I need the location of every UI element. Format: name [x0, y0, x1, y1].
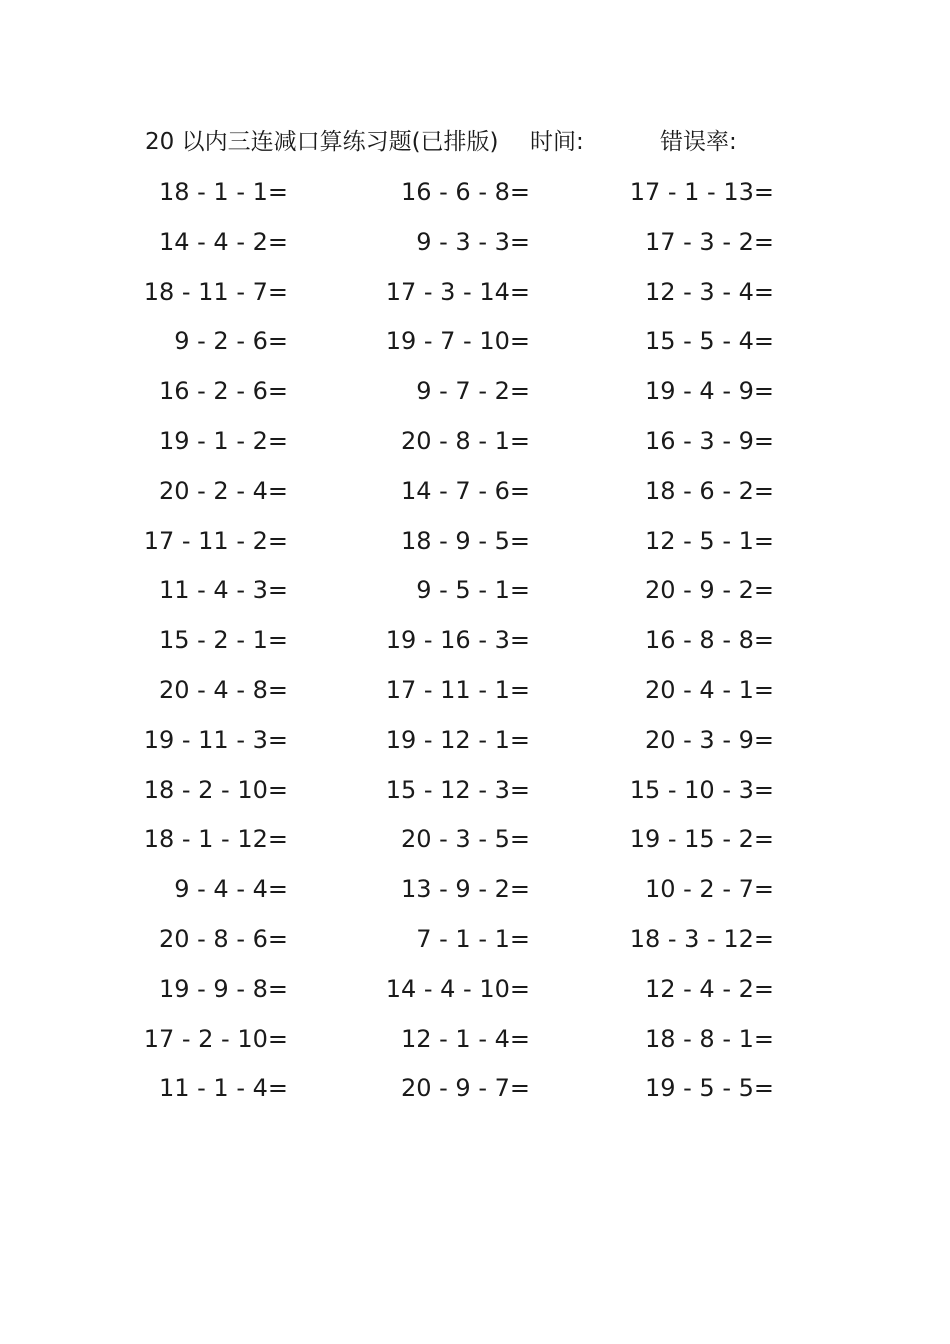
problem-item: 20 - 2 - 4= [158, 476, 288, 505]
problem-item: 19 - 7 - 10= [385, 327, 530, 356]
problem-item: 9 - 4 - 4= [174, 875, 288, 904]
problem-row [0, 819, 950, 869]
problem-row [0, 720, 950, 770]
problem-item: 15 - 12 - 3= [385, 775, 530, 804]
problem-row [0, 321, 950, 371]
problem-row [0, 969, 950, 1019]
problem-item: 18 - 1 - 1= [158, 178, 288, 206]
problem-item: 9 - 5 - 1= [416, 576, 530, 605]
problem-item: 17 - 1 - 13= [629, 178, 774, 206]
problem-item: 14 - 4 - 10= [385, 974, 530, 1003]
problem-item: 20 - 8 - 6= [158, 924, 288, 953]
problem-grid [0, 172, 950, 1118]
problem-item: 13 - 9 - 2= [400, 875, 530, 904]
problem-row [0, 521, 950, 571]
problem-item: 14 - 4 - 2= [158, 227, 288, 256]
worksheet-title: 20 以内三连减口算练习题(已排版) [145, 129, 499, 155]
problem-item: 20 - 4 - 8= [158, 675, 288, 704]
problem-row [0, 272, 950, 322]
problem-item: 12 - 1 - 4= [400, 1024, 530, 1053]
problem-item: 18 - 8 - 1= [644, 1024, 774, 1053]
problem-item: 19 - 5 - 5= [644, 1074, 774, 1103]
problem-row [0, 222, 950, 272]
problem-item: 12 - 5 - 1= [644, 526, 774, 555]
problem-row [0, 1019, 950, 1069]
problem-item: 19 - 12 - 1= [385, 725, 530, 754]
problem-item: 17 - 2 - 10= [143, 1024, 288, 1053]
problem-item: 9 - 2 - 6= [174, 327, 288, 356]
error-rate-label: 错误率: [660, 129, 737, 155]
problem-item: 14 - 7 - 6= [400, 476, 530, 505]
problem-item: 20 - 9 - 7= [400, 1074, 530, 1103]
problem-item: 16 - 8 - 8= [644, 626, 774, 655]
problem-row [0, 770, 950, 820]
problem-item: 20 - 8 - 1= [400, 426, 530, 455]
problem-row [0, 620, 950, 670]
problem-item: 18 - 11 - 7= [143, 277, 288, 306]
problem-item: 18 - 1 - 12= [143, 825, 288, 854]
problem-item: 15 - 2 - 1= [158, 626, 288, 655]
problem-item: 19 - 4 - 9= [644, 377, 774, 406]
problem-item: 7 - 1 - 1= [416, 924, 530, 953]
time-label: 时间: [530, 129, 584, 155]
problem-item: 20 - 9 - 2= [644, 576, 774, 605]
problem-row [0, 670, 950, 720]
problem-row [0, 471, 950, 521]
problem-row [0, 1068, 950, 1118]
problem-item: 11 - 4 - 3= [158, 576, 288, 605]
problem-item: 20 - 4 - 1= [644, 675, 774, 704]
problem-item: 12 - 3 - 4= [644, 277, 774, 306]
problem-row [0, 919, 950, 969]
problem-row [0, 421, 950, 471]
problem-item: 17 - 11 - 1= [385, 675, 530, 704]
problem-item: 16 - 6 - 8= [400, 178, 530, 206]
problem-item: 19 - 1 - 2= [158, 426, 288, 455]
problem-item: 19 - 15 - 2= [629, 825, 774, 854]
problem-item: 20 - 3 - 5= [400, 825, 530, 854]
problem-item: 9 - 7 - 2= [416, 377, 530, 406]
problem-item: 15 - 10 - 3= [629, 775, 774, 804]
problem-item: 20 - 3 - 9= [644, 725, 774, 754]
problem-row [0, 869, 950, 919]
problem-item: 18 - 3 - 12= [629, 924, 774, 953]
problem-item: 17 - 3 - 14= [385, 277, 530, 306]
problem-item: 11 - 1 - 4= [158, 1074, 288, 1103]
problem-item: 18 - 9 - 5= [400, 526, 530, 555]
problem-item: 19 - 11 - 3= [143, 725, 288, 754]
problem-item: 18 - 6 - 2= [644, 476, 774, 505]
problem-row [0, 371, 950, 421]
problem-item: 19 - 9 - 8= [158, 974, 288, 1003]
problem-item: 16 - 3 - 9= [644, 426, 774, 455]
problem-item: 18 - 2 - 10= [143, 775, 288, 804]
problem-item: 19 - 16 - 3= [385, 626, 530, 655]
problem-item: 15 - 5 - 4= [644, 327, 774, 356]
problem-item: 10 - 2 - 7= [644, 875, 774, 904]
worksheet-header [145, 124, 805, 160]
problem-item: 17 - 3 - 2= [644, 227, 774, 256]
problem-item: 12 - 4 - 2= [644, 974, 774, 1003]
problem-row [0, 172, 950, 222]
problem-item: 17 - 11 - 2= [143, 526, 288, 555]
problem-item: 9 - 3 - 3= [416, 227, 530, 256]
problem-item: 16 - 2 - 6= [158, 377, 288, 406]
problem-row [0, 570, 950, 620]
